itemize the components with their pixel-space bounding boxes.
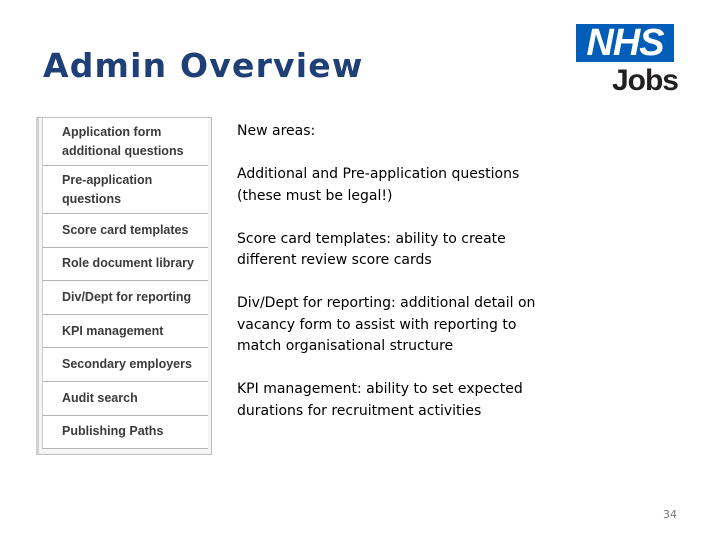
slide-content: [237, 121, 597, 444]
content-heading-text: New areas:: [237, 123, 316, 139]
menu-item-label: additional questions: [62, 143, 184, 158]
slide-title: Admin Overview: [43, 46, 364, 85]
menu-item-audit-search[interactable]: [42, 382, 208, 416]
menu-item-label: Publishing Paths: [62, 424, 164, 439]
content-paragraph: [237, 164, 597, 207]
paragraph-line: Score card templates: ability to create: [237, 230, 506, 247]
menu-item-label: Role document library: [62, 256, 194, 271]
content-paragraph: [237, 229, 597, 272]
menu-item-publishing-paths[interactable]: [42, 416, 208, 450]
menu-item-kpi-management[interactable]: [42, 315, 208, 349]
paragraph-line: durations for recruitment activities: [237, 402, 482, 419]
menu-item-div-dept-reporting[interactable]: [42, 281, 208, 315]
menu-item-score-card-templates[interactable]: [42, 214, 208, 248]
menu-item-pre-application-questions[interactable]: [42, 166, 208, 214]
menu-item-secondary-employers[interactable]: [42, 348, 208, 382]
paragraph-line: Additional and Pre-application questions: [237, 166, 520, 182]
paragraph-line: different review score cards: [237, 252, 432, 268]
paragraph-line: (these must be legal!): [237, 187, 393, 204]
paragraph-line: vacancy form to assist with reporting to: [237, 316, 517, 333]
paragraph-line: KPI management: ability to set expected: [237, 381, 523, 397]
menu-item-label: Score card templates: [62, 222, 189, 237]
nhs-logo-text: NHS: [576, 24, 674, 62]
jobs-logo-text: Jobs: [611, 64, 678, 97]
menu-item-label: KPI management: [62, 323, 164, 338]
paragraph-line: Div/Dept for reporting: additional detail on: [237, 295, 536, 311]
menu-item-label: Secondary employers: [62, 357, 192, 372]
menu-item-label: Application form: [62, 124, 162, 139]
menu-item-application-form-questions[interactable]: [42, 118, 208, 166]
content-paragraph: [237, 293, 597, 358]
menu-item-label: Audit search: [62, 390, 138, 405]
content-paragraph: [237, 379, 597, 422]
admin-menu: [36, 117, 212, 455]
nhs-jobs-logo: [574, 24, 678, 98]
menu-item-label: questions: [62, 191, 122, 206]
menu-item-label: Pre-application: [62, 172, 153, 187]
content-heading: [237, 121, 597, 143]
menu-item-label: Div/Dept for reporting: [62, 289, 192, 304]
paragraph-line: match organisational structure: [237, 338, 454, 354]
page-number: 34: [663, 508, 677, 521]
menu-item-role-document-library[interactable]: [42, 248, 208, 282]
